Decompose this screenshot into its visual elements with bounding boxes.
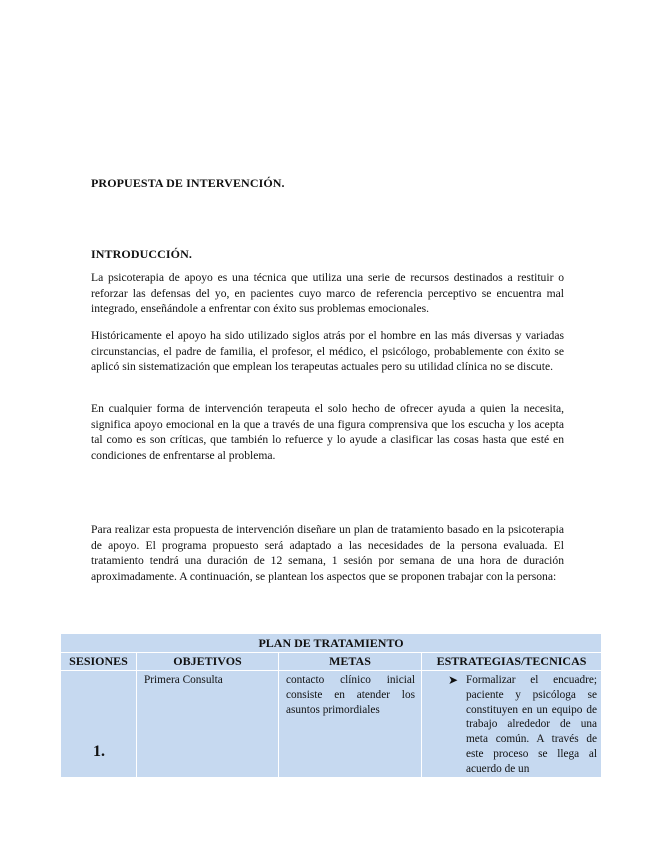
- strategy-text: Formalizar el encuadre; paciente y psicóloga se constituyen en un equipo de trabajo alrededor de una meta común. A través de este proceso se llega al acuerdo de un: [466, 674, 598, 775]
- goal-cell: [279, 671, 422, 778]
- document-title: PROPUESTA DE INTERVENCIÓN.: [91, 176, 285, 190]
- treatment-plan-table: [60, 633, 602, 778]
- paragraph-3: En cualquier forma de intervención terapeuta el solo hecho de ofrecer ayuda a quien la necesita, significa apoyo emocional en la que a través de una figura comprensiva que los escucha y los acepta tal como es son críticas, que también lo refuerce y lo ayude a clasificar las cosas hasta que esté en condiciones de enfrentarse al problema.: [91, 402, 564, 462]
- objective-cell: [137, 671, 279, 778]
- paragraph-1: La psicoterapia de apoyo es una técnica que utiliza una serie de recursos destinados a restituir o reforzar las defensas del yo, en pacientes cuyo marco de referencia perceptivo se encuentra mal integrado, enseñándole a enfrentar con éxito sus problemas emocionales.: [91, 271, 564, 315]
- arrow-bullet-icon: ➤: [448, 673, 459, 687]
- table-title: PLAN DE TRATAMIENTO: [61, 634, 602, 653]
- column-header-strategies: ESTRATEGIAS/TECNICAS: [422, 653, 602, 671]
- session-cell: [61, 671, 137, 778]
- paragraph-2: Históricamente el apoyo ha sido utilizado siglos atrás por el hombre en las más diversas y variadas circunstancias, el padre de familia, el profesor, el médico, el psicólogo, probablemente con éxito se aplicó sin sistematización que emplean los terapeutas actuales pero su utilidad clínica no se discute.: [91, 329, 564, 373]
- table-row: [61, 671, 602, 778]
- session-number: 1.: [93, 743, 105, 760]
- objective-text: Primera Consulta: [144, 674, 223, 686]
- strategy-cell: [422, 671, 602, 778]
- column-header-sessions: SESIONES: [61, 653, 137, 671]
- paragraph-4: Para realizar esta propuesta de intervención diseñare un plan de tratamiento basado en la psicoterapia de apoyo. El programa propuesto será adaptado a las necesidades de la persona evaluada. El tratamiento tendrá una duración de 12 semana, 1 sesión por semana de una hora de duración aproximadamente. A continuación, se plantean los aspectos que se proponen trabajar con la persona:: [91, 523, 564, 583]
- column-header-objectives: OBJETIVOS: [137, 653, 279, 671]
- introduction-heading: INTRODUCCIÓN.: [91, 247, 192, 261]
- goal-text: contacto clínico inicial consiste en atender los asuntos primordiales: [286, 674, 415, 716]
- column-header-goals: METAS: [279, 653, 422, 671]
